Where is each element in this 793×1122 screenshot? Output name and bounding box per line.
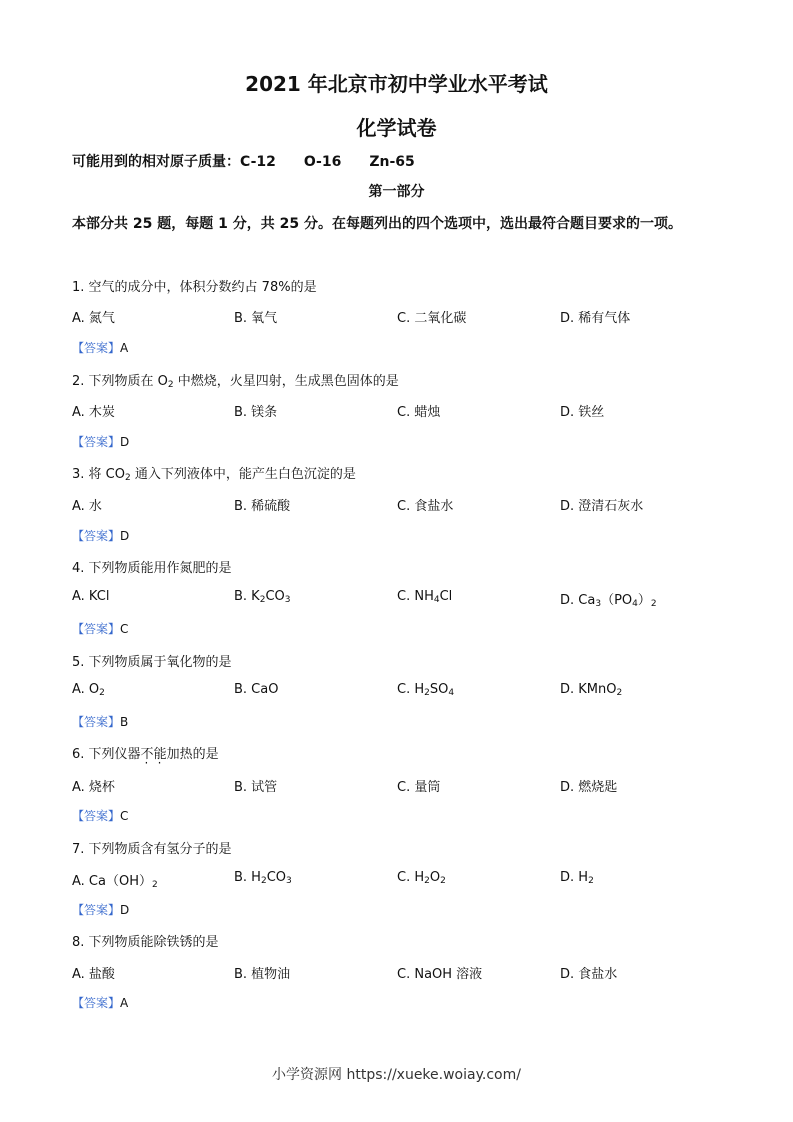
option-subscript: 2 <box>260 876 267 886</box>
option-text: D. KMnO <box>560 682 617 697</box>
option-text: （PO <box>601 593 633 608</box>
option-text: B. CaO <box>234 682 279 697</box>
answer-tag: 【答案】 <box>72 622 121 636</box>
answer-value: B <box>120 715 129 729</box>
answer-line <box>72 994 128 1011</box>
exam-subtitle: 化学试卷 <box>356 116 437 140</box>
option-text: ） <box>637 593 651 608</box>
stem-subscript: 2 <box>167 380 174 390</box>
option-text: B. H <box>234 870 261 885</box>
answer-line <box>72 433 129 450</box>
answer-tag: 【答案】 <box>72 996 121 1010</box>
section-instruction: 本部分共 25 题，每题 1 分，共 25 分。在每题列出的四个选项中，选出最符合题目要求的一项。 <box>72 216 682 232</box>
question-stem: 1. 空气的成分中，体积分数约占 78%的是 <box>72 280 317 295</box>
option-d: D. 燃烧匙 <box>560 780 618 795</box>
option-b: B. 植物油 <box>234 967 291 982</box>
option-text: A. Ca（OH） <box>72 874 152 889</box>
option-a: A. 氮气 <box>72 311 115 326</box>
option-b <box>234 589 291 605</box>
option-d <box>560 682 622 698</box>
emphasis-char: 能 <box>153 747 167 762</box>
question-options <box>72 401 722 421</box>
option-b: B. 镁条 <box>234 405 278 420</box>
atomic-masses <box>72 151 443 171</box>
emphasis-char: 不 <box>140 747 154 762</box>
option-text: C. NH <box>397 589 434 604</box>
option-text: C. H <box>397 682 425 697</box>
option-text: SO <box>429 682 449 697</box>
answer-tag: 【答案】 <box>72 435 121 449</box>
question-stem <box>72 370 399 390</box>
option-text: Cl <box>439 589 453 604</box>
answer-value: A <box>120 341 129 355</box>
option-subscript: 2 <box>151 880 158 890</box>
footer-watermark: 小学资源网 https://xueke.woiay.com/ <box>272 1067 521 1083</box>
option-b <box>234 870 292 886</box>
atomic-mass-item: O-16 <box>303 154 342 170</box>
question-options <box>72 963 722 983</box>
option-subscript: 4 <box>433 595 440 605</box>
answer-tag: 【答案】 <box>72 715 121 729</box>
option-d <box>560 870 594 886</box>
stem-text: 加热的是 <box>166 747 219 762</box>
atomic-mass-item: C-12 <box>240 154 276 170</box>
question-stem: 5. 下列物质属于氧化物的是 <box>72 655 232 670</box>
option-a: A. 盐酸 <box>72 967 115 982</box>
stem-text: 6. 下列仪器 <box>72 747 141 762</box>
question-stem <box>72 743 219 762</box>
answer-value: C <box>120 809 129 823</box>
question-options <box>72 870 722 890</box>
answer-line <box>72 901 129 918</box>
answer-value: C <box>120 622 129 636</box>
option-text: O <box>429 870 441 885</box>
option-subscript: 2 <box>616 688 623 698</box>
option-b: B. 试管 <box>234 780 278 795</box>
option-c: C. 蜡烛 <box>397 405 441 420</box>
option-c <box>397 589 452 605</box>
part-heading: 第一部分 <box>368 184 425 200</box>
question-stem: 7. 下列物质含有氢分子的是 <box>72 842 232 857</box>
answer-value: D <box>120 529 130 543</box>
option-d <box>560 589 657 609</box>
option-subscript: 2 <box>650 599 657 609</box>
option-c: C. 二氧化碳 <box>397 311 467 326</box>
stem-text: 2. 下列物质在 O <box>72 374 168 389</box>
option-text: B. K <box>234 589 260 604</box>
atomic-mass-item: Zn-65 <box>369 154 415 170</box>
option-text: CO <box>266 870 287 885</box>
answer-value: A <box>120 996 129 1010</box>
stem-text: 中燃烧，火星四射，生成黑色固体的是 <box>173 374 399 389</box>
answer-tag: 【答案】 <box>72 809 121 823</box>
option-text: CO <box>265 589 285 604</box>
option-c: C. 量筒 <box>397 780 441 795</box>
option-subscript: 2 <box>440 876 446 886</box>
option-a: A. 水 <box>72 499 102 514</box>
answer-tag: 【答案】 <box>72 529 121 543</box>
option-subscript: 4 <box>632 599 638 609</box>
option-text: A. O <box>72 682 100 697</box>
atomic-masses-label: 可能用到的相对原子质量： <box>72 154 240 170</box>
option-c: C. NaOH 溶液 <box>397 967 483 982</box>
stem-text: 3. 将 CO <box>72 467 125 482</box>
question-stem: 4. 下列物质能用作氮肥的是 <box>72 561 232 576</box>
answer-line <box>72 339 128 356</box>
answer-value: D <box>120 903 130 917</box>
question-options <box>72 307 722 327</box>
option-text: C. H <box>397 870 425 885</box>
option-d: D. 稀有气体 <box>560 311 631 326</box>
exam-title: 2021 年北京市初中学业水平考试 <box>245 72 548 96</box>
question-options <box>72 776 722 796</box>
question-stem: 8. 下列物质能除铁锈的是 <box>72 935 219 950</box>
option-subscript: 2 <box>424 688 430 698</box>
option-subscript: 2 <box>424 876 430 886</box>
option-text: D. Ca <box>560 593 596 608</box>
question-options <box>72 682 722 702</box>
answer-value: D <box>120 435 130 449</box>
option-b: B. 氧气 <box>234 311 278 326</box>
option-b: B. 稀硫酸 <box>234 499 291 514</box>
answer-tag: 【答案】 <box>72 903 121 917</box>
option-subscript: 4 <box>448 688 455 698</box>
answer-line <box>72 527 129 544</box>
option-d: D. 铁丝 <box>560 405 605 420</box>
answer-line <box>72 620 128 637</box>
option-a <box>72 589 109 604</box>
option-a: A. 烧杯 <box>72 780 115 795</box>
answer-line <box>72 713 128 730</box>
option-d: D. 澄清石灰水 <box>560 499 644 514</box>
option-a <box>72 870 158 890</box>
option-c <box>397 682 454 698</box>
answer-line <box>72 807 128 824</box>
option-subscript: 3 <box>595 599 602 609</box>
option-a: A. 木炭 <box>72 405 115 420</box>
answer-tag: 【答案】 <box>72 341 121 355</box>
option-b <box>234 682 278 697</box>
option-c: C. 食盐水 <box>397 499 454 514</box>
question-stem <box>72 463 356 483</box>
option-text: D. H <box>560 870 589 885</box>
option-text: A. KCl <box>72 589 110 604</box>
option-subscript: 2 <box>588 876 594 886</box>
stem-subscript: 2 <box>124 473 131 483</box>
question-options <box>72 495 722 515</box>
option-d: D. 食盐水 <box>560 967 618 982</box>
stem-text: 通入下列液体中，能产生白色沉淀的是 <box>130 467 356 482</box>
option-subscript: 3 <box>286 876 292 886</box>
question-options <box>72 589 722 609</box>
option-subscript: 2 <box>259 595 266 605</box>
option-subscript: 3 <box>284 595 291 605</box>
option-a <box>72 682 105 698</box>
option-c <box>397 870 446 886</box>
option-subscript: 2 <box>99 688 105 698</box>
